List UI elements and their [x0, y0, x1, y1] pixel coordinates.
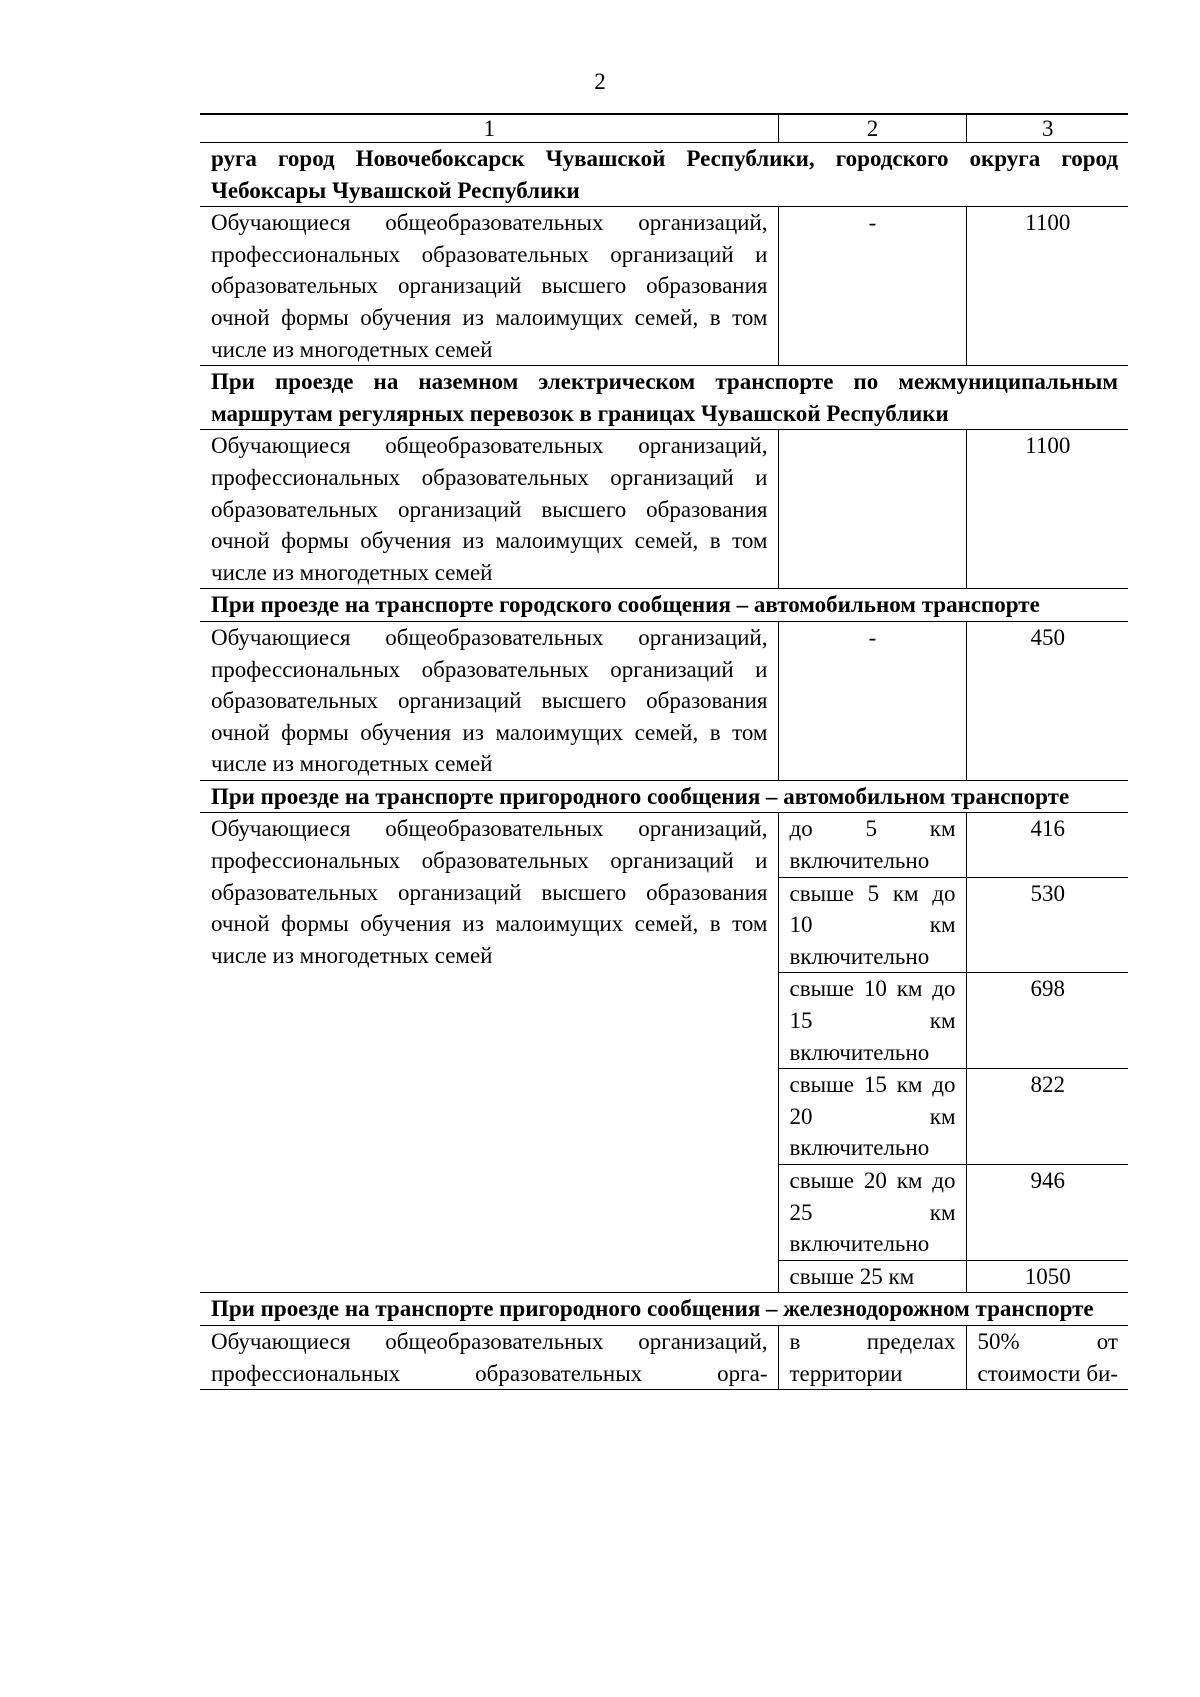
table-row: [200, 207, 1128, 366]
distance-cell: свыше 5 км до 10 км включительно: [778, 877, 966, 973]
distance-cell: до 5 км включительно: [778, 813, 966, 877]
section-row-suburban-auto: [200, 780, 1128, 813]
section-heading: При проезде на транспорте пригородного сообщения – автомобильном транспорте: [200, 780, 1128, 813]
header-col-2: 2: [778, 114, 966, 143]
table-header-row: [200, 114, 1128, 143]
value-cell: 1100: [966, 207, 1128, 366]
category-cell: Обучающиеся общеобразовательных организаций, профессиональных образовательных организаций и образовательных организаций высшего образования очной формы обучения из малоимущих семей, в том числе из многодетных семей: [200, 813, 778, 1293]
header-col-1: 1: [200, 114, 778, 143]
section-row-city-auto: [200, 589, 1128, 622]
distance-cell: -: [778, 207, 966, 366]
section-heading: При проезде на транспорте городского сообщения – автомобильном транспорте: [200, 589, 1128, 622]
distance-cell: свыше 10 км до 15 км включительно: [778, 973, 966, 1069]
benefit-table: [200, 113, 1128, 1390]
distance-cell: -: [778, 621, 966, 780]
section-heading: При проезде на транспорте пригородного сообщения – железнодорожном транспорте: [200, 1293, 1128, 1326]
distance-cell: в пределах территории: [778, 1325, 966, 1389]
table-row: [200, 621, 1128, 780]
category-cell: Обучающиеся общеобразовательных организаций, профессиональных образовательных организаций и образовательных организаций высшего образования очной формы обучения из малоимущих семей, в том числе из многодетных семей: [200, 621, 778, 780]
value-cell: 1050: [966, 1260, 1128, 1293]
table-row: [200, 430, 1128, 589]
category-cell: Обучающиеся общеобразовательных организаций, профессиональных образовательных орга-: [200, 1325, 778, 1389]
value-cell: 946: [966, 1165, 1128, 1261]
value-cell: 822: [966, 1069, 1128, 1165]
category-cell: Обучающиеся общеобразовательных организаций, профессиональных образовательных организаций и образовательных организаций высшего образования очной формы обучения из малоимущих семей, в том числе из многодетных семей: [200, 207, 778, 366]
table-row: [200, 1325, 1128, 1389]
distance-cell: [778, 430, 966, 589]
section-row-electric: [200, 366, 1128, 430]
value-cell: 450: [966, 621, 1128, 780]
table-row: [200, 813, 1128, 877]
value-cell: 698: [966, 973, 1128, 1069]
distance-cell: свыше 20 км до 25 км включительно: [778, 1165, 966, 1261]
section-heading: При проезде на наземном электрическом транспорте по межмуниципальным маршрутам регулярных перевозок в границах Чувашской Республики: [200, 366, 1128, 430]
header-col-3: 3: [966, 114, 1128, 143]
section-row-intro: [200, 143, 1128, 207]
value-cell: 530: [966, 877, 1128, 973]
page-number: 2: [594, 69, 606, 94]
section-heading: руга город Новочебоксарск Чувашской Республики, городского округа город Чебоксары Чувашской Республики: [200, 143, 1128, 207]
category-cell: Обучающиеся общеобразовательных организаций, профессиональных образовательных организаций и образовательных организаций высшего образования очной формы обучения из малоимущих семей, в том числе из многодетных семей: [200, 430, 778, 589]
value-cell: 1100: [966, 430, 1128, 589]
value-cell: 416: [966, 813, 1128, 877]
section-row-suburban-rail: [200, 1293, 1128, 1326]
value-cell: 50% от стоимости би-: [966, 1325, 1128, 1389]
distance-cell: свыше 25 км: [778, 1260, 966, 1293]
distance-cell: свыше 15 км до 20 км включительно: [778, 1069, 966, 1165]
